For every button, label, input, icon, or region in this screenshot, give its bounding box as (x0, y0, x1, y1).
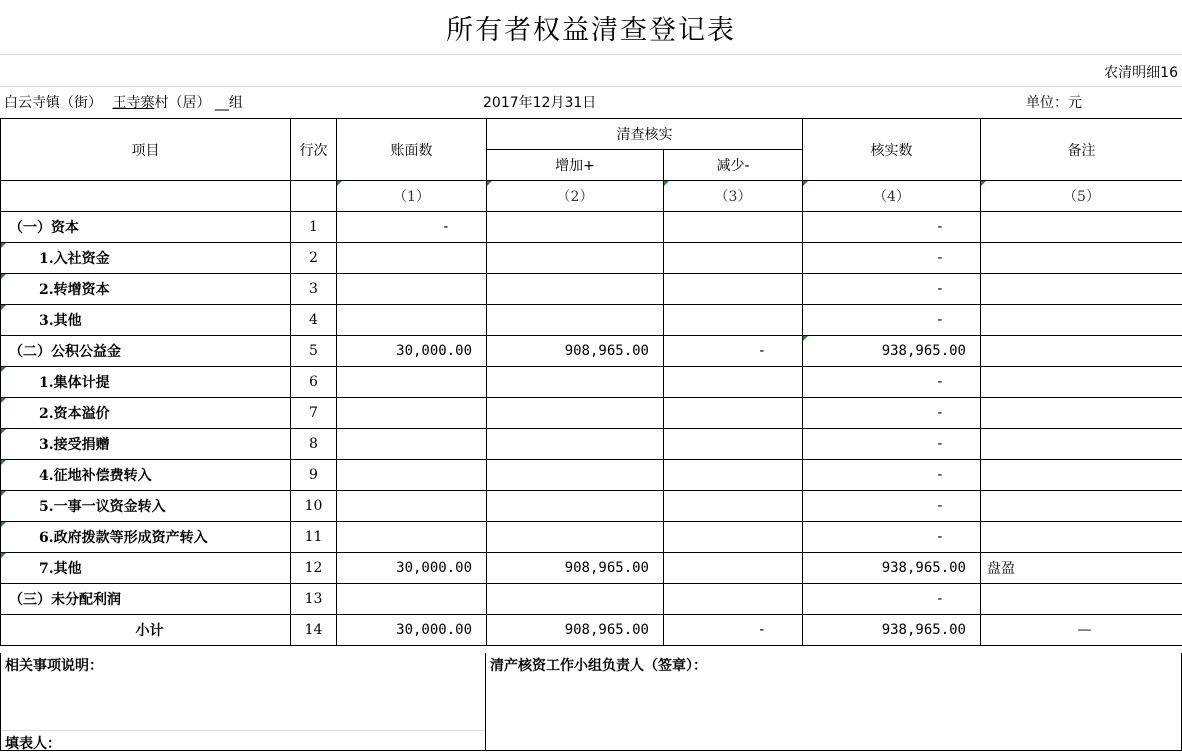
row-decrease-value (664, 367, 803, 398)
column-index: （1） (337, 181, 487, 212)
row-verified-value: - (803, 367, 981, 398)
row-increase-value (487, 491, 664, 522)
row-line-number: 3 (291, 274, 337, 305)
row-decrease-value (664, 398, 803, 429)
table-row (1, 429, 1182, 460)
row-item-name: （二）公积公益金 (1, 336, 291, 367)
row-line-number: 10 (291, 491, 337, 522)
row-verified-value: - (803, 305, 981, 336)
row-decrease-value (664, 429, 803, 460)
divider (0, 86, 1182, 87)
row-item-name: 2.资本溢价 (1, 398, 291, 429)
row-remark (981, 398, 1182, 429)
row-line-number: 13 (291, 584, 337, 615)
table-row (1, 584, 1182, 615)
row-increase-value (487, 398, 664, 429)
unit-label: 单位：元 (1026, 92, 1082, 112)
row-line-number: 12 (291, 553, 337, 584)
form-code: 农清明细16 (1104, 62, 1178, 82)
table-row (1, 460, 1182, 491)
header-decrease: 减少- (664, 150, 803, 181)
row-remark (981, 305, 1182, 336)
row-item-name: 3.接受捐赠 (1, 429, 291, 460)
row-decrease-value (664, 491, 803, 522)
row-book-value (337, 429, 487, 460)
column-index: （2） (487, 181, 664, 212)
row-verified-value: 938,965.00 (803, 553, 981, 584)
row-remark (981, 491, 1182, 522)
row-book-value (337, 522, 487, 553)
row-book-value (337, 460, 487, 491)
row-remark (981, 522, 1182, 553)
signer-label: 清产核资工作小组负责人（签章）： (490, 655, 707, 675)
row-verified-value: - (803, 491, 981, 522)
row-item-name: 4.征地补偿费转入 (1, 460, 291, 491)
row-verified-value: 938,965.00 (803, 615, 981, 646)
row-book-value (337, 491, 487, 522)
row-item-name: 小计 (1, 615, 291, 646)
header-verify: 清查核实 (487, 119, 803, 150)
header-item: 项目 (1, 119, 291, 181)
row-book-value: 30,000.00 (337, 553, 487, 584)
signer-box (485, 653, 1182, 751)
row-remark (981, 367, 1182, 398)
notes-label: 相关事项说明： (5, 655, 103, 675)
row-decrease-value (664, 305, 803, 336)
table-row (1, 491, 1182, 522)
notes-box (0, 653, 486, 751)
row-line-number: 4 (291, 305, 337, 336)
row-increase-value (487, 429, 664, 460)
row-verified-value: 938,965.00 (803, 336, 981, 367)
row-item-name: 1.入社资金 (1, 243, 291, 274)
header-increase: 增加+ (487, 150, 664, 181)
row-increase-value (487, 305, 664, 336)
header-remark: 备注 (981, 119, 1182, 181)
row-book-value: - (337, 212, 487, 243)
row-remark (981, 212, 1182, 243)
index-cell (1, 181, 291, 212)
header-line: 行次 (291, 119, 337, 181)
row-book-value (337, 398, 487, 429)
row-decrease-value: - (664, 336, 803, 367)
form-title: 所有者权益清查登记表 (0, 0, 1182, 54)
row-remark: — (981, 615, 1182, 646)
location (4, 92, 243, 112)
row-item-name: 1.集体计提 (1, 367, 291, 398)
table-row (1, 336, 1182, 367)
row-book-value: 30,000.00 (337, 615, 487, 646)
table-row (1, 522, 1182, 553)
village-name: 王寺寨 (106, 95, 154, 111)
row-increase-value (487, 243, 664, 274)
row-remark (981, 460, 1182, 491)
group-label: __组 (215, 95, 243, 111)
row-item-name: （一）资本 (1, 212, 291, 243)
table-row (1, 305, 1182, 336)
row-increase-value: 908,965.00 (487, 336, 664, 367)
row-item-name: 3.其他 (1, 305, 291, 336)
row-decrease-value (664, 212, 803, 243)
row-remark (981, 584, 1182, 615)
row-increase-value (487, 212, 664, 243)
table-row (1, 243, 1182, 274)
column-index: （3） (664, 181, 803, 212)
row-book-value (337, 243, 487, 274)
row-book-value (337, 584, 487, 615)
table-row (1, 212, 1182, 243)
column-index: （4） (803, 181, 981, 212)
row-verified-value: - (803, 522, 981, 553)
row-item-name: （三）未分配利润 (1, 584, 291, 615)
row-decrease-value (664, 584, 803, 615)
row-verified-value: - (803, 460, 981, 491)
row-item-name: 6.政府拨款等形成资产转入 (1, 522, 291, 553)
table-row (1, 398, 1182, 429)
row-book-value (337, 367, 487, 398)
row-line-number: 5 (291, 336, 337, 367)
row-line-number: 14 (291, 615, 337, 646)
row-book-value: 30,000.00 (337, 336, 487, 367)
table-row (1, 367, 1182, 398)
row-item-name: 2.转增资本 (1, 274, 291, 305)
row-remark (981, 429, 1182, 460)
table-row (1, 553, 1182, 584)
row-verified-value: - (803, 584, 981, 615)
row-decrease-value (664, 243, 803, 274)
row-remark (981, 336, 1182, 367)
row-increase-value (487, 274, 664, 305)
row-remark (981, 243, 1182, 274)
filler-label: 填表人： (5, 733, 61, 753)
row-item-name: 5.一事一议资金转入 (1, 491, 291, 522)
header-verified: 核实数 (803, 119, 981, 181)
index-cell (291, 181, 337, 212)
row-line-number: 7 (291, 398, 337, 429)
row-line-number: 2 (291, 243, 337, 274)
row-increase-value (487, 522, 664, 553)
row-verified-value: - (803, 274, 981, 305)
row-remark (981, 274, 1182, 305)
town-label: 白云寺镇（街） (4, 95, 102, 111)
report-date: 2017年12月31日 (483, 92, 596, 112)
row-line-number: 11 (291, 522, 337, 553)
row-increase-value: 908,965.00 (487, 615, 664, 646)
row-verified-value: - (803, 398, 981, 429)
village-suffix: 村（居） (154, 95, 210, 111)
row-remark: 盘盈 (981, 553, 1182, 584)
row-increase-value (487, 584, 664, 615)
row-decrease-value (664, 522, 803, 553)
row-decrease-value (664, 460, 803, 491)
row-item-name: 7.其他 (1, 553, 291, 584)
row-decrease-value (664, 274, 803, 305)
header-book: 账面数 (337, 119, 487, 181)
row-verified-value: - (803, 212, 981, 243)
footer (0, 653, 1182, 751)
row-verified-value: - (803, 243, 981, 274)
table-row (1, 274, 1182, 305)
equity-table (0, 118, 1182, 652)
table-row (1, 615, 1182, 646)
row-book-value (337, 274, 487, 305)
row-increase-value: 908,965.00 (487, 553, 664, 584)
row-decrease-value: - (664, 615, 803, 646)
row-line-number: 8 (291, 429, 337, 460)
row-line-number: 6 (291, 367, 337, 398)
divider (0, 54, 1182, 55)
row-book-value (337, 305, 487, 336)
column-index: （5） (981, 181, 1182, 212)
row-increase-value (487, 367, 664, 398)
row-line-number: 9 (291, 460, 337, 491)
row-verified-value: - (803, 429, 981, 460)
row-increase-value (487, 460, 664, 491)
row-decrease-value (664, 553, 803, 584)
row-line-number: 1 (291, 212, 337, 243)
